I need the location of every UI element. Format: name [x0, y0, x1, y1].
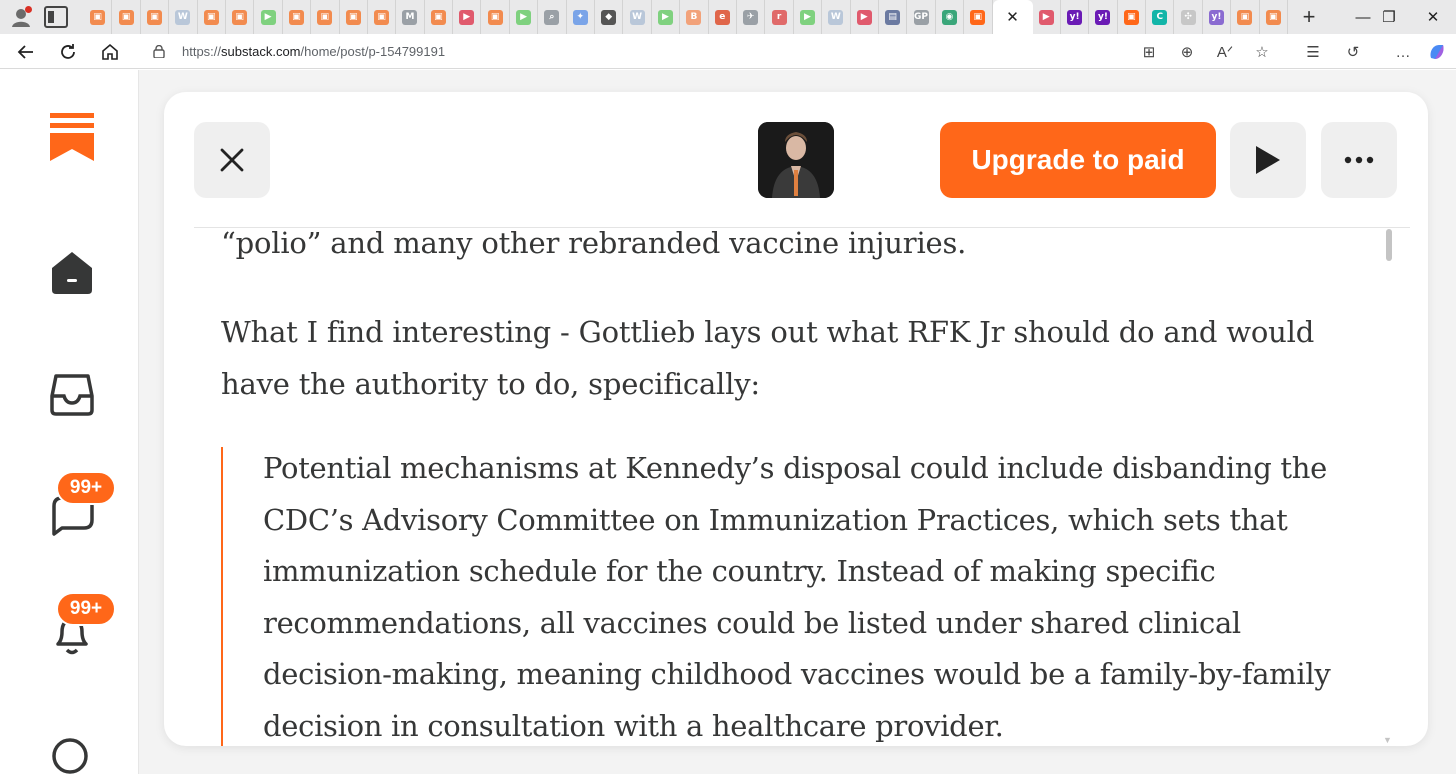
history-icon[interactable]: ↺ — [1346, 44, 1360, 61]
tab-favicon-icon: y! — [1095, 10, 1110, 25]
tab-favicon-icon: ▣ — [346, 10, 361, 25]
browser-tab[interactable] — [453, 0, 481, 34]
browser-tab[interactable] — [794, 0, 822, 34]
browser-tab[interactable] — [1089, 0, 1117, 34]
refresh-icon[interactable] — [54, 38, 82, 66]
tab-favicon-icon: ▶ — [800, 10, 815, 25]
tab-favicon-icon: ▣ — [374, 10, 389, 25]
browser-tab[interactable] — [538, 0, 566, 34]
browser-tab[interactable] — [1146, 0, 1174, 34]
tab-favicon-icon: ▶ — [1039, 10, 1054, 25]
new-tab-icon[interactable]: + — [1302, 4, 1316, 29]
more-options-button[interactable] — [1321, 122, 1397, 198]
tab-favicon-icon: ▣ — [317, 10, 332, 25]
tab-favicon-icon: ✈ — [743, 10, 758, 25]
tab-favicon-icon: ▶ — [658, 10, 673, 25]
tab-favicon-icon: ✣ — [1181, 10, 1196, 25]
browser-tab[interactable] — [368, 0, 396, 34]
search-icon[interactable] — [48, 730, 96, 778]
browser-tab[interactable] — [340, 0, 368, 34]
restore-icon[interactable]: ❐ — [1382, 9, 1396, 26]
url-text: https://substack.com/home/post/p-154799191 — [182, 44, 446, 59]
tab-favicon-icon: ▣ — [1124, 10, 1139, 25]
tab-favicon-icon: ▣ — [204, 10, 219, 25]
tab-favicon-icon: W — [828, 10, 843, 25]
browser-tab[interactable] — [879, 0, 907, 34]
browser-tab[interactable] — [1061, 0, 1089, 34]
article-paragraph: “polio” and many other rebranded vaccine injuries. — [221, 229, 967, 260]
browser-tab[interactable] — [907, 0, 935, 34]
browser-tab[interactable] — [1118, 0, 1146, 34]
home-browser-icon[interactable] — [96, 38, 124, 66]
browser-tab[interactable] — [936, 0, 964, 34]
scrollbar[interactable] — [1383, 229, 1393, 746]
tab-favicon-icon: ▶ — [516, 10, 531, 25]
post-reader-modal — [164, 92, 1428, 746]
read-aloud-icon[interactable]: Aᐟ — [1216, 44, 1234, 61]
browser-tab[interactable] — [311, 0, 339, 34]
zoom-icon[interactable]: ⊕ — [1180, 44, 1194, 61]
ellipsis-icon — [1344, 156, 1374, 164]
profile-icon[interactable] — [10, 6, 32, 28]
url-field[interactable] — [138, 37, 1278, 66]
browser-tab[interactable] — [709, 0, 737, 34]
browser-tab[interactable] — [84, 0, 112, 34]
window-close-icon[interactable]: ✕ — [1426, 9, 1440, 26]
tab-favicon-icon: ▤ — [885, 10, 900, 25]
article-body — [221, 229, 1381, 746]
browser-tab[interactable] — [510, 0, 538, 34]
tab-strip — [84, 0, 1324, 34]
tab-favicon-icon: ▣ — [147, 10, 162, 25]
back-icon[interactable] — [12, 38, 40, 66]
browser-tab[interactable] — [1260, 0, 1288, 34]
minimize-icon[interactable]: — — [1355, 8, 1371, 26]
browser-tab[interactable] — [198, 0, 226, 34]
article-paragraph: What I find interesting - Gottlieb lays out what RFK Jr should do and would have the authority to do, specifically: — [221, 315, 1315, 401]
tab-favicon-icon: GP — [914, 10, 929, 25]
tab-favicon-icon: B — [686, 10, 701, 25]
scroll-down-icon[interactable]: ▼ — [1383, 735, 1392, 745]
upgrade-to-paid-button[interactable]: Upgrade to paid — [940, 122, 1216, 198]
browser-tab[interactable] — [737, 0, 765, 34]
tab-favicon-icon: ▣ — [1237, 10, 1252, 25]
tab-favicon-icon: ⌕ — [544, 10, 559, 25]
tab-favicon-icon: ▣ — [289, 10, 304, 25]
inbox-icon[interactable] — [48, 370, 96, 418]
tab-favicon-icon: ✦ — [573, 10, 588, 25]
browser-tab[interactable] — [595, 0, 623, 34]
browser-tab[interactable] — [964, 0, 992, 34]
post-header — [194, 92, 1410, 228]
tab-close-icon[interactable]: ✕ — [1006, 9, 1019, 26]
browser-tab[interactable] — [396, 0, 424, 34]
browser-tab[interactable] — [425, 0, 453, 34]
tab-favicon-icon: ▣ — [1266, 10, 1281, 25]
tab-favicon-icon: e — [715, 10, 730, 25]
favorites-icon[interactable]: ☰ — [1306, 44, 1320, 61]
browser-tab[interactable] — [226, 0, 254, 34]
apps-icon[interactable]: ⊞ — [1142, 44, 1156, 61]
browser-tab[interactable] — [1174, 0, 1202, 34]
browser-tab[interactable] — [652, 0, 680, 34]
browser-tab[interactable] — [141, 0, 169, 34]
lock-icon — [153, 45, 165, 58]
page — [0, 70, 1456, 774]
tab-favicon-icon: y! — [1209, 10, 1224, 25]
tab-favicon-icon: ◆ — [601, 10, 616, 25]
tab-favicon-icon: W — [630, 10, 645, 25]
scrollbar-thumb[interactable] — [1386, 229, 1392, 261]
browser-tab[interactable] — [1033, 0, 1061, 34]
author-avatar[interactable] — [758, 122, 834, 198]
browser-tab[interactable] — [169, 0, 197, 34]
browser-tab[interactable] — [254, 0, 282, 34]
browser-tab[interactable] — [851, 0, 879, 34]
tab-favicon-icon: ▶ — [459, 10, 474, 25]
favorite-star-icon[interactable]: ☆ — [1255, 44, 1269, 61]
browser-tab[interactable] — [1203, 0, 1231, 34]
notifications-badge: 99+ — [56, 592, 116, 626]
browser-tab[interactable] — [822, 0, 850, 34]
substack-logo-icon[interactable] — [50, 113, 94, 161]
browser-tab[interactable] — [1231, 0, 1259, 34]
tab-favicon-icon: ▣ — [431, 10, 446, 25]
tab-favicon-icon: ▶ — [261, 10, 276, 25]
browser-tab[interactable] — [680, 0, 708, 34]
tab-actions-icon[interactable] — [44, 6, 68, 28]
browser-tab[interactable] — [623, 0, 651, 34]
tab-favicon-icon: ▣ — [119, 10, 134, 25]
tab-favicon-icon: ▣ — [90, 10, 105, 25]
copilot-icon[interactable] — [1424, 39, 1450, 65]
tab-favicon-icon: M — [402, 10, 417, 25]
chat-badge: 99+ — [56, 471, 116, 505]
blockquote-bar — [221, 447, 223, 746]
browser-tab[interactable] — [481, 0, 509, 34]
close-button[interactable] — [194, 122, 270, 198]
browser-tab[interactable] — [283, 0, 311, 34]
blockquote: Potential mechanisms at Kennedy’s disposal could include disbanding the CDC’s Advisory Committee on Immunization Practices, which sets that immunization schedule for the country. Instead of making specific recommendations, all vaccines could be listed under shared clinical decision-making, meaning childhood vaccines would be a family-by-family decision in consultation with a healthcare provider. — [263, 451, 1331, 743]
close-icon — [219, 147, 245, 173]
sidebar — [0, 70, 139, 774]
play-icon — [1254, 144, 1282, 176]
address-bar-row — [0, 34, 1456, 69]
tab-favicon-icon: ◉ — [942, 10, 957, 25]
tab-favicon-icon: y! — [1067, 10, 1082, 25]
home-icon[interactable] — [48, 248, 96, 296]
tab-favicon-icon: ▣ — [232, 10, 247, 25]
browser-tab[interactable] — [765, 0, 793, 34]
browser-tab[interactable] — [112, 0, 140, 34]
tab-favicon-icon: ▣ — [970, 10, 985, 25]
tab-favicon-icon: r — [772, 10, 787, 25]
tab-favicon-icon: C — [1152, 10, 1167, 25]
more-browser-icon[interactable]: … — [1395, 43, 1411, 61]
play-audio-button[interactable] — [1230, 122, 1306, 198]
tab-favicon-icon: ▶ — [857, 10, 872, 25]
browser-tab-bar — [0, 0, 1456, 34]
tab-favicon-icon: ▣ — [488, 10, 503, 25]
browser-tab-active[interactable] — [993, 0, 1033, 34]
browser-tab[interactable] — [567, 0, 595, 34]
tab-favicon-icon: W — [175, 10, 190, 25]
